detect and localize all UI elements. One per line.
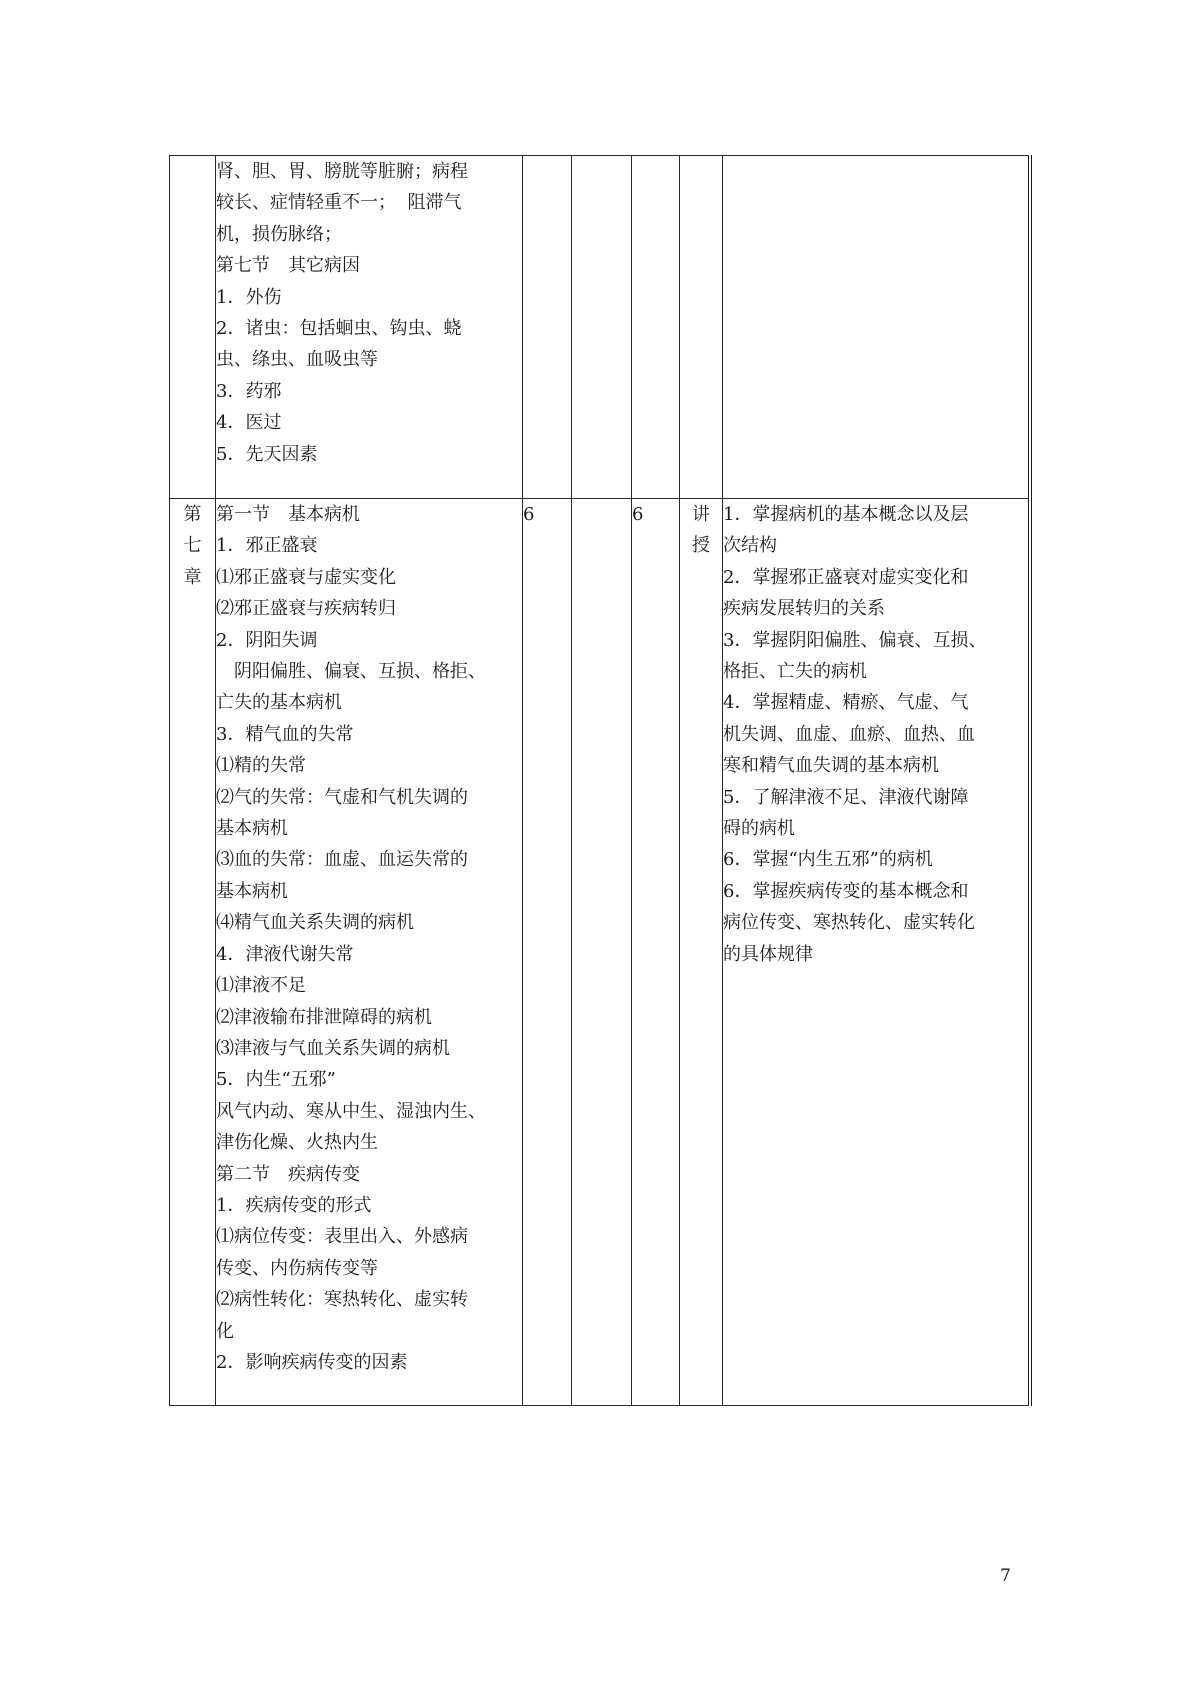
text-line: 3．药邪 bbox=[216, 380, 282, 402]
text-line: 传变、内伤病传变等 bbox=[216, 1257, 378, 1279]
hours-cell-b bbox=[572, 499, 632, 1406]
syllabus-table bbox=[169, 155, 1032, 1406]
text-line: 阴阳偏胜、偏衰、互损、格拒、 bbox=[216, 661, 486, 683]
text-line: ⑴精的失常 bbox=[216, 755, 306, 777]
text-line: 亡失的基本病机 bbox=[216, 692, 342, 714]
text-line: ⑵气的失常：气虚和气机失调的 bbox=[216, 786, 468, 808]
text-line: 第七节 其它病因 bbox=[216, 255, 360, 277]
text-line: ⑶血的失常：血虚、血运失常的 bbox=[216, 849, 468, 871]
text-line: ⑶津液与气血关系失调的病机 bbox=[216, 1037, 450, 1059]
text-line: 疾病发展转归的关系 bbox=[723, 598, 885, 620]
text-line: 七 bbox=[183, 535, 202, 557]
text-line: 3．精气血的失常 bbox=[216, 723, 354, 745]
text-line: 讲 bbox=[692, 504, 710, 525]
text-line: 机，损伤脉络； bbox=[216, 223, 342, 245]
text-line: 肾、胆、胃、膀胱等脏腑；病程 bbox=[216, 161, 468, 182]
text-line: 4．掌握精虚、精瘀、气虚、气 bbox=[723, 692, 969, 714]
text-line: 病位传变、寒热转化、虚实转化 bbox=[723, 912, 975, 934]
hours-cell-a bbox=[523, 156, 572, 499]
page-number: 7 bbox=[1000, 1566, 1011, 1586]
text-line: 基本病机 bbox=[216, 880, 288, 902]
text-line: 1．疾病传变的形式 bbox=[216, 1194, 372, 1216]
text-line: 4．津液代谢失常 bbox=[216, 943, 354, 965]
text-line: 1．邪正盛衰 bbox=[216, 535, 318, 557]
table-row bbox=[170, 499, 1030, 1406]
text-line: 4．医过 bbox=[216, 412, 282, 434]
table-row bbox=[170, 156, 1030, 499]
text-line: ⑴病位传变：表里出入、外感病 bbox=[216, 1226, 468, 1248]
text-line: 虫、绦虫、血吸虫等 bbox=[216, 349, 378, 371]
content-cell bbox=[216, 156, 523, 499]
objectives-cell bbox=[723, 156, 1030, 499]
text-line: 机失调、血虚、血瘀、血热、血 bbox=[723, 723, 975, 745]
hours-cell-a: 6 bbox=[523, 499, 572, 1406]
text-line: 津伤化燥、火热内生 bbox=[216, 1132, 378, 1154]
hours-cell-c bbox=[632, 156, 680, 499]
hours-cell-b bbox=[572, 156, 632, 499]
text-line: 1．掌握病机的基本概念以及层 bbox=[723, 504, 969, 525]
text-line: 次结构 bbox=[723, 535, 777, 557]
text-line: 基本病机 bbox=[216, 818, 288, 840]
text-line: 5．先天因素 bbox=[216, 443, 318, 465]
text-line: 风气内动、寒从中生、湿浊内生、 bbox=[216, 1100, 486, 1122]
text-line: 2．诸虫：包括蛔虫、钩虫、蛲 bbox=[216, 318, 462, 340]
method-cell bbox=[680, 499, 723, 1406]
text-line: 2．阴阳失调 bbox=[216, 629, 318, 651]
text-line: 5．内生“五邪” bbox=[216, 1069, 336, 1091]
text-line: 格拒、亡失的病机 bbox=[723, 661, 867, 683]
method-cell bbox=[680, 156, 723, 499]
text-line: ⑴邪正盛衰与虚实变化 bbox=[216, 566, 396, 588]
content-cell bbox=[216, 499, 523, 1406]
text-line: 1．外伤 bbox=[216, 286, 282, 308]
text-line: 寒和精气血失调的基本病机 bbox=[723, 755, 939, 777]
text-line: ⑷精气血关系失调的病机 bbox=[216, 912, 414, 934]
text-line: 6．掌握“内生五邪”的病机 bbox=[723, 849, 933, 871]
text-line: ⑵邪正盛衰与疾病转归 bbox=[216, 598, 396, 620]
text-line: 章 bbox=[183, 566, 202, 588]
text-line: 2．掌握邪正盛衰对虚实变化和 bbox=[723, 566, 969, 588]
text-line: 3．掌握阴阳偏胜、偏衰、互损、 bbox=[723, 629, 987, 651]
text-line: 化 bbox=[216, 1320, 234, 1342]
objectives-cell bbox=[723, 499, 1030, 1406]
chapter-cell bbox=[170, 499, 216, 1406]
text-line: 6．掌握疾病传变的基本概念和 bbox=[723, 880, 969, 902]
text-line: 授 bbox=[692, 535, 710, 557]
text-line: ⑵津液输布排泄障碍的病机 bbox=[216, 1006, 432, 1028]
text-line: 的具体规律 bbox=[723, 943, 813, 965]
text-line: 5．了解津液不足、津液代谢障 bbox=[723, 786, 969, 808]
text-line: 2．影响疾病传变的因素 bbox=[216, 1351, 408, 1373]
text-line: 第一节 基本病机 bbox=[216, 504, 360, 525]
text-line: 第二节 疾病传变 bbox=[216, 1163, 360, 1185]
text-line: ⑴津液不足 bbox=[216, 975, 306, 997]
hours-cell-c: 6 bbox=[632, 499, 680, 1406]
text-line: 较长、症情轻重不一； 阻滞气 bbox=[216, 192, 462, 214]
text-line: 第 bbox=[183, 504, 202, 525]
chapter-cell bbox=[170, 156, 216, 499]
text-line: 碍的病机 bbox=[723, 818, 795, 840]
text-line: ⑵病性转化：寒热转化、虚实转 bbox=[216, 1289, 468, 1311]
